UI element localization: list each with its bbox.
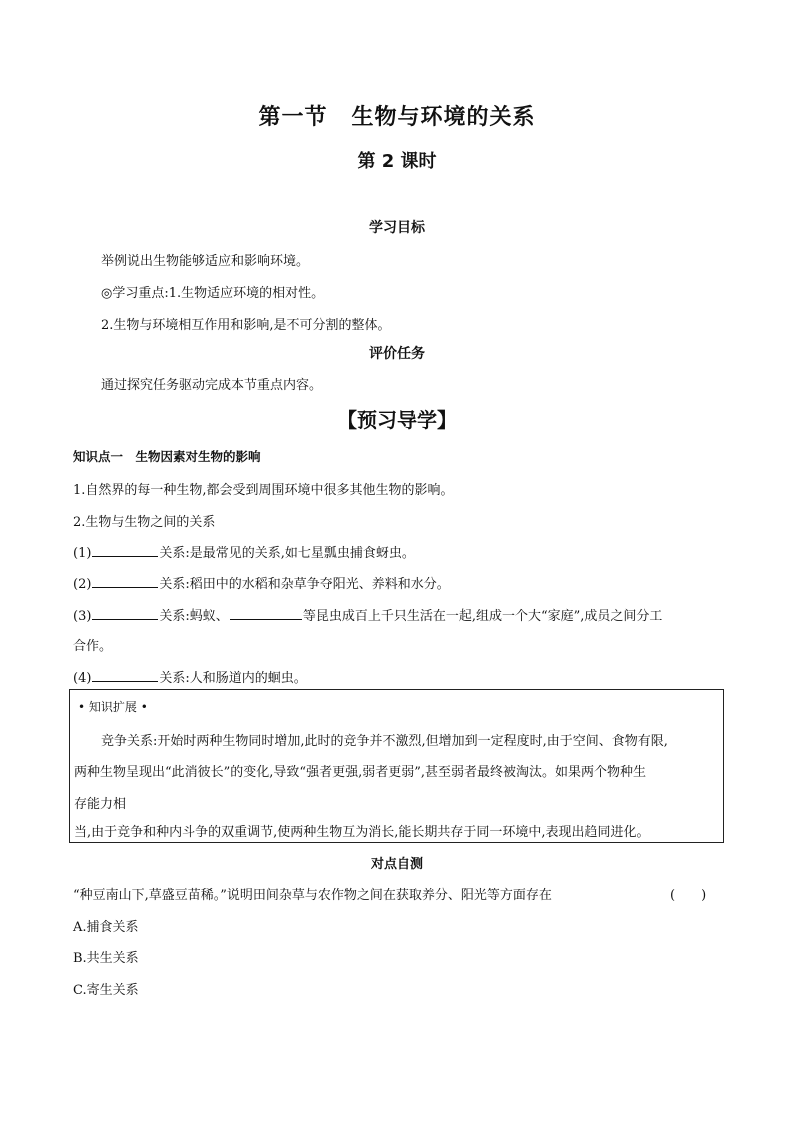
self-test-question: “种豆南山下,草盛豆苗稀。”说明田间杂草与农作物之间在获取养分、阳光等方面存在: [73, 888, 552, 903]
goals-line-3: 2.生物与环境相互作用和影响,是不可分割的整体。: [101, 318, 391, 333]
task-line-1: 通过探究任务驱动完成本节重点内容。: [101, 378, 323, 393]
title-topic: 生物与环境的关系: [351, 105, 536, 130]
answer-blank[interactable]: [92, 669, 158, 682]
answer-blank[interactable]: [92, 544, 158, 557]
option-c[interactable]: C.寄生关系: [73, 983, 139, 998]
extension-line-1: 竞争关系:开始时两种生物同时增加,此时的竞争并不激烈,但增加到一定程度时,由于空间、食物有限,: [101, 734, 668, 749]
self-test-heading: 对点自测: [370, 857, 423, 872]
knowledge-extension-box: [69, 689, 724, 843]
kp-item-2: 2.生物与生物之间的关系: [73, 515, 216, 530]
answer-blank[interactable]: [230, 607, 302, 620]
option-a[interactable]: A.捕食关系: [73, 920, 139, 935]
extension-line-2: 两种生物呈现出“此消彼长”的变化,导致“强者更强,弱者更弱”,甚至弱者最终被淘汰。如果两个物种生: [74, 765, 646, 780]
kp-question-3-cont: 合作。: [73, 639, 113, 654]
extension-line-4: 当,由于竞争和种内斗争的双重调节,使两种生物互为消长,能长期共存于同一环境中,表现出趋同进化。: [74, 825, 650, 840]
extension-line-3: 存能力相: [74, 797, 127, 812]
answer-blank[interactable]: [92, 575, 158, 588]
task-heading: 评价任务: [369, 346, 425, 362]
answer-blank[interactable]: [92, 607, 158, 620]
knowledge-point-heading: 知识点一 生物因素对生物的影响: [73, 449, 261, 464]
goals-line-2: ◎学习重点:1.生物适应环境的相对性。: [101, 286, 325, 301]
option-b[interactable]: B.共生关系: [73, 951, 139, 966]
kp-question-4: (4) 关系:人和肠道内的蛔虫。: [73, 671, 307, 686]
kp-question-1: (1) 关系:是最常见的关系,如七星瓢虫捕食蚜虫。: [73, 546, 415, 561]
page-subtitle: 第 2 课时: [357, 151, 437, 172]
page-title: [0, 100, 794, 131]
kp-question-3: (3) 关系:蚂蚁、 等昆虫成百上千只生活在一起,组成一个大“家庭”,成员之间分工: [73, 609, 663, 624]
kp-question-2: (2) 关系:稻田中的水稻和杂草争夺阳光、养料和水分。: [73, 577, 450, 592]
answer-parentheses[interactable]: ( ): [670, 888, 707, 903]
goals-line-1: 举例说出生物能够适应和影响环境。: [101, 254, 310, 269]
preview-heading: 【预习导学】: [337, 408, 457, 432]
kp-item-1: 1.自然界的每一种生物,都会受到周围环境中很多其他生物的影响。: [73, 483, 454, 498]
goals-heading: 学习目标: [369, 220, 425, 236]
title-section: 第一节: [258, 105, 328, 130]
extension-label: • 知识扩展 •: [78, 700, 148, 714]
